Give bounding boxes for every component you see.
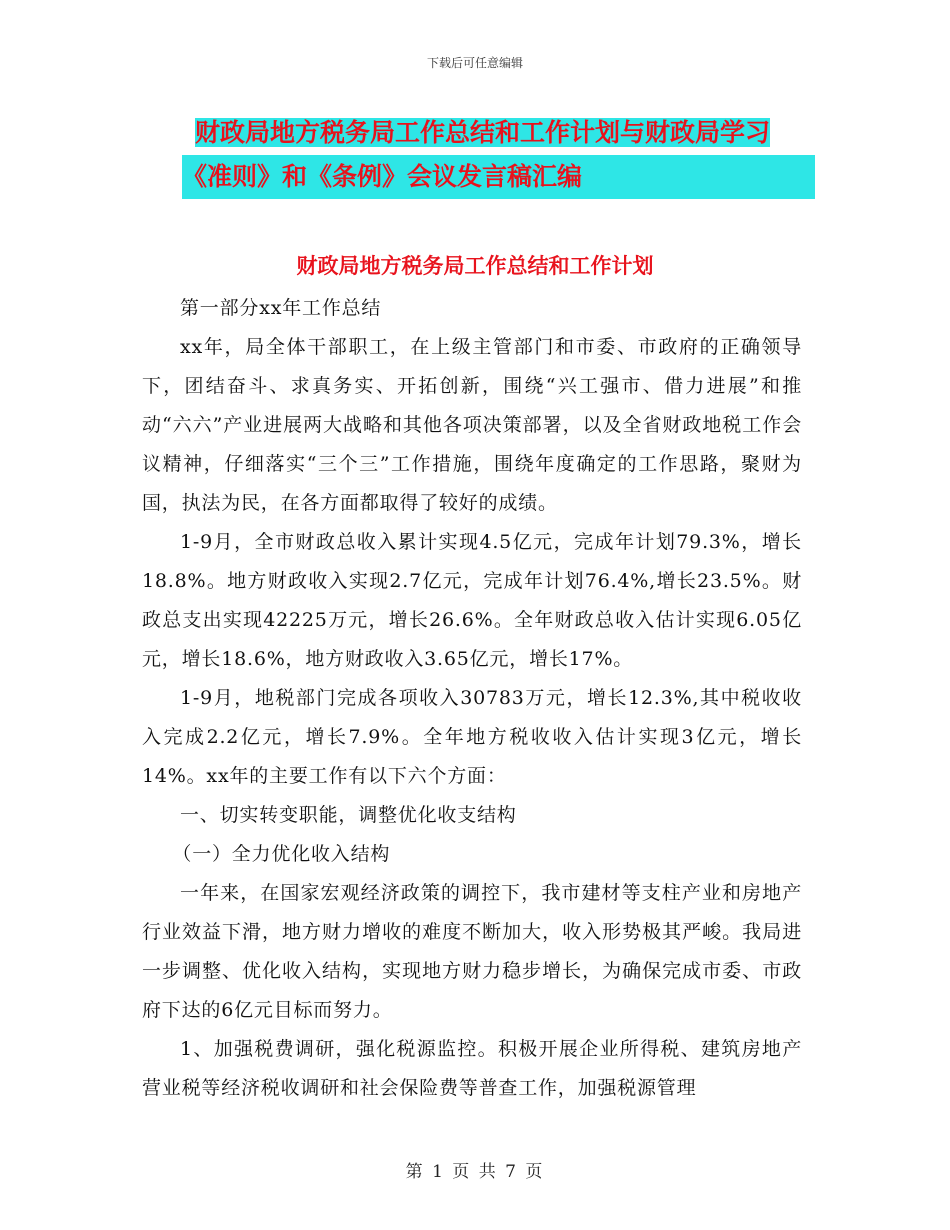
document-title-line-2: 《准则》和《条例》会议发言稿汇编: [182, 162, 583, 191]
document-title-line-1: 财政局地方税务局工作总结和工作计划与财政局学习: [195, 118, 771, 147]
paragraph: 1、加强税费调研，强化税源监控。积极开展企业所得税、建筑房地产营业税等经济税收调研和社会保险费等普查工作，加强税源管理: [142, 1038, 802, 1099]
section-heading: 财政局地方税务局工作总结和工作计划: [296, 253, 654, 278]
paragraph-subheading: 一、切实转变职能，调整优化收支结构: [180, 804, 517, 826]
document-title-line-2-wrap: [182, 155, 815, 199]
document-body: [142, 289, 802, 1108]
page-number-footer: 第 1 页 共 7 页: [405, 1162, 545, 1182]
page-header-note: 下载后可任意编辑: [426, 56, 523, 70]
document-title: [182, 111, 815, 199]
paragraph: 1-9月，全市财政总收入累计实现4.5亿元，完成年计划79.3%，增长18.8%。地方财政收入实现2.7亿元，完成年计划76.4%,增长23.5%。财政总支出实现42225万元，增长26.6%。全年财政总收入估计实现6.05亿元，增长18.6%，地方财政收入3.65亿元，增长17%。: [142, 531, 802, 670]
paragraph-subheading: （一）全力优化收入结构: [172, 843, 391, 865]
paragraph: 一年来，在国家宏观经济政策的调控下，我市建材等支柱产业和房地产行业效益下滑，地方财力增收的难度不断加大，收入形势极其严峻。我局进一步调整、优化收入结构，实现地方财力稳步增长，为确保完成市委、市政府下达的6亿元目标而努力。: [142, 882, 802, 1021]
paragraph-part-heading: 第一部分xx年工作总结: [180, 297, 382, 319]
paragraph: xx年，局全体干部职工，在上级主管部门和市委、市政府的正确领导下，团结奋斗、求真务实、开拓创新，围绕“兴工强市、借力进展”和推动“六六”产业进展两大战略和其他各项决策部署，以及全省财政地税工作会议精神，仔细落实“三个三”工作措施，围绕年度确定的工作思路，聚财为国，执法为民，在各方面都取得了较好的成绩。: [142, 336, 802, 514]
paragraph: 1-9月，地税部门完成各项收入30783万元，增长12.3%,其中税收收入完成2.2亿元，增长7.9%。全年地方税收收入估计实现3亿元，增长14%。xx年的主要工作有以下六个方面：: [142, 687, 802, 787]
